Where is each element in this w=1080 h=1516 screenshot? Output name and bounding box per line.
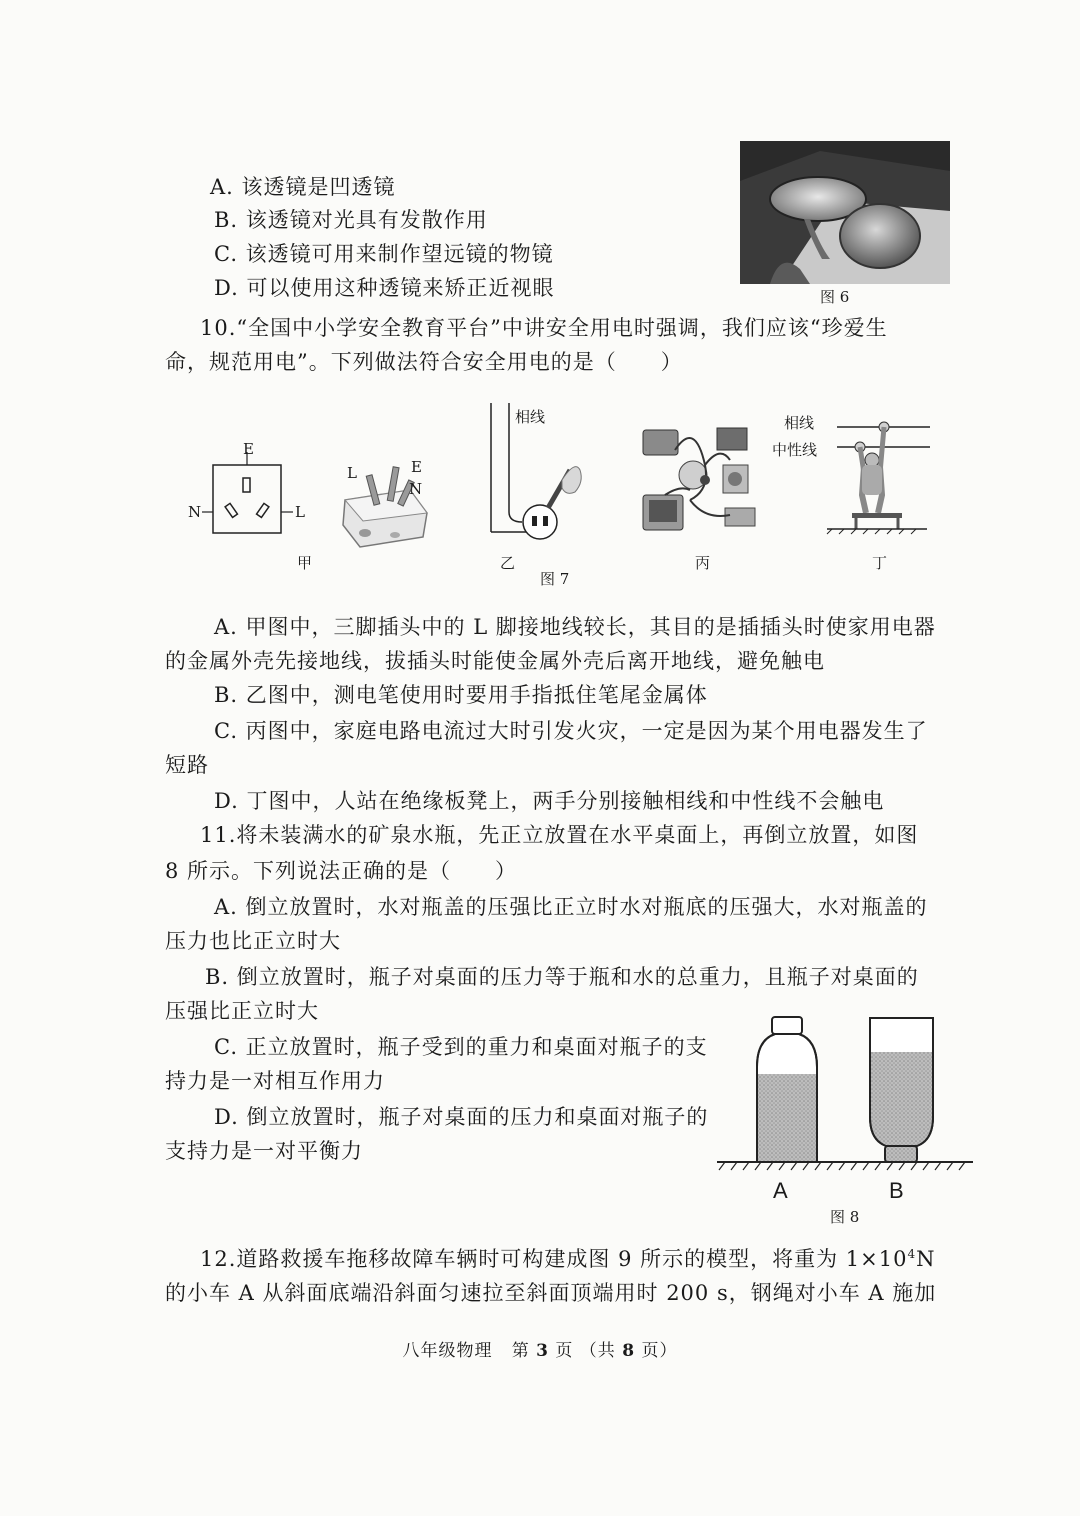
figure-7-label-phase-ding: 相线 [784,414,815,432]
figure-7-label-e-plug: E [411,458,422,476]
q9-option-d: D. 可以使用这种透镜来矫正近视眼 [214,276,555,300]
q11-stem-line2: 8 所示。下列说法正确的是（ ） [165,859,518,883]
figure-8-caption: 图 8 [830,1208,860,1226]
figure-7-label-ding: 丁 [872,554,888,572]
figure-7-label-phase-yi: 相线 [515,408,546,426]
bottle-a [757,1017,817,1162]
figure-7-label-bing: 丙 [695,554,711,572]
q10-option-a-line1: A. 甲图中，三脚插头中的 L 脚接地线较长，其目的是插插头时使家用电器 [214,615,936,639]
footer-subject: 八年级物理 [402,1341,493,1361]
page-footer: 八年级物理 第 3 页 （共 8 页） [402,1341,678,1361]
figure-7-ding-person-diagram [822,405,932,535]
figure-7-bing-appliances-photo [635,420,765,535]
figure-7-label-neutral-ding: 中性线 [772,441,818,459]
figure-7-label-n-socket: N [188,503,202,521]
q11-option-a-line2: 压力也比正立时大 [165,929,341,953]
figure-7-label-yi: 乙 [500,554,516,572]
q12-exponent: 4 [907,1247,917,1261]
figure-8-label-b: B [889,1178,904,1203]
q10-option-b: B. 乙图中，测电笔使用时要用手指抵住笔尾金属体 [214,683,708,707]
q11-option-c-line2: 持力是一对相互作用力 [165,1069,385,1093]
q11-stem-line1: 11.将未装满水的矿泉水瓶，先正立放置在水平桌面上，再倒立放置，如图 [200,823,919,847]
q10-option-c-line2: 短路 [165,753,209,777]
q11-option-c-line1: C. 正立放置时，瓶子受到的重力和桌面对瓶子的支 [214,1035,708,1059]
q11-option-d-line2: 支持力是一对平衡力 [165,1139,363,1163]
q10-option-c-line1: C. 丙图中，家庭电路电流过大时引发火灾，一定是因为某个用电器发生了 [214,719,928,743]
q9-option-a: A. 该透镜是凹透镜 [210,175,396,199]
q11-option-a-line1: A. 倒立放置时，水对瓶盖的压强比正立时水对瓶底的压强大，水对瓶盖的 [214,895,928,919]
figure-7-label-n-plug: N [409,480,423,498]
q10-stem-line1: 10.“全国中小学安全教育平台”中讲安全用电时强调，我们应该“珍爱生 [200,316,888,340]
figure-7-label-e-socket: E [243,440,254,458]
figure-8-bottles-diagram [715,1012,975,1182]
figure-7-label-jia: 甲 [297,554,313,572]
figure-7-label-l-plug: L [347,464,357,482]
q11-option-b-line2: 压强比正立时大 [165,999,319,1023]
q9-option-c: C. 该透镜可用来制作望远镜的物镜 [214,242,554,266]
q9-option-b: B. 该透镜对光具有发散作用 [214,208,488,232]
figure-8-label-a: A [773,1178,788,1203]
footer-page-number: 3 [536,1341,549,1361]
q12-stem-line1: 12.道路救援车拖移故障车辆时可构建成图 9 所示的模型，将重为 $1\times 10^4N$ [200,1247,936,1271]
figure-7-label-l-socket: L [295,503,305,521]
q11-option-d-line1: D. 倒立放置时，瓶子对桌面的压力和桌面对瓶子的 [214,1105,709,1129]
q10-option-a-line2: 的金属外壳先接地线，拔插头时能使金属外壳后离开地线，避免触电 [165,649,825,673]
q12-stem-line2: 的小车 A 从斜面底端沿斜面匀速拉至斜面顶端用时 200 s，钢绳对小车 A 施加 [165,1281,937,1305]
figure-7-jia-socket-diagram [180,440,320,560]
q10-option-d: D. 丁图中，人站在绝缘板凳上，两手分别接触相线和中性线不会触电 [214,789,885,813]
footer-total-pages: 8 [622,1341,636,1361]
q10-stem-line2: 命，规范用电”。下列做法符合安全用电的是（ ） [165,350,683,374]
bottle-b [870,1018,933,1162]
figure-7-caption: 图 7 [540,570,570,588]
q11-option-b-line1: B. 倒立放置时，瓶子对桌面的压力等于瓶和水的总重力，且瓶子对桌面的 [205,965,919,989]
figure-6-caption: 图 6 [820,288,850,306]
figure-6-lens-photo [740,141,950,284]
